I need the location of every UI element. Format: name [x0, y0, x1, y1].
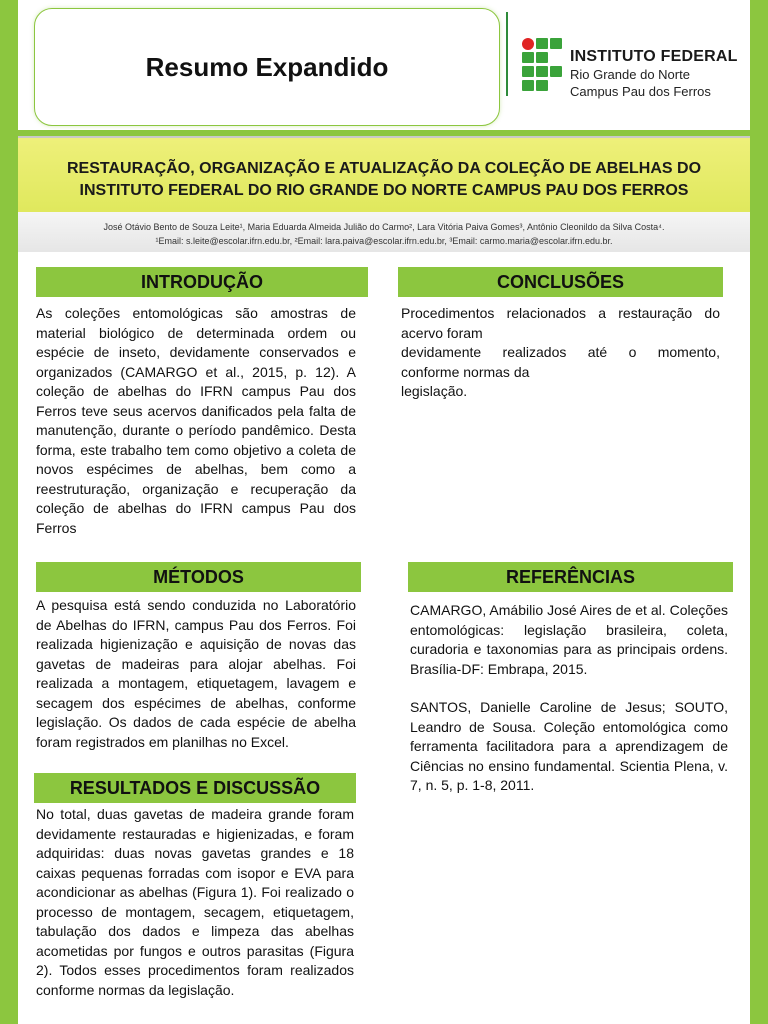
methods-heading-bar	[36, 562, 361, 592]
poster-type-title: Resumo Expandido	[145, 51, 389, 82]
reference-1: CAMARGO, Amábilio José Aires de et al. Coleções entomológicas: legislação brasileira, coleta, curadoria e taxonomias para as principais ordens. Brasília-DF: Embrapa, 2015.	[410, 602, 728, 677]
conclusions-heading: CONCLUSÕES	[496, 271, 624, 292]
paper-title-line-2: INSTITUTO FEDERAL DO RIO GRANDE DO NORTE CAMPUS PAU DOS FERROS	[79, 182, 689, 199]
author-list: José Otávio Bento de Souza Leite¹, Maria Eduarda Almeida Julião do Carmo², Lara Vitória Paiva Gomes³, Antônio Cleonildo da Silva Costa⁴.	[103, 222, 665, 232]
intro-text: As coleções entomológicas são amostras de material biológico de determinada ordem ou espécie de inseto, devidamente conservados e organizados (CAMARGO et al., 2015, p. 12). A coleção de abelhas do IFRN campus Pau dos Ferros teve seus acervos danificados pela falta de manutenção, durante o período pandêmico. Desta forma, este trabalho tem como objetivo a coleta de novos espécimes de abelhas, bem como a reestruturação, organização e recuperação da coleção de abelhas do IFRN campus Pau dos Ferros	[36, 305, 356, 536]
methods-heading: MÉTODOS	[153, 566, 244, 587]
conclusions-line-4: conforme normas da	[401, 363, 530, 380]
title-box	[34, 8, 500, 126]
poster-right-border	[750, 0, 768, 1024]
intro-heading-bar	[36, 267, 368, 297]
results-heading-bar	[34, 773, 356, 803]
if-logo-icon	[522, 38, 566, 92]
conclusions-line-1: Procedimentos relacionados a restauração do	[401, 305, 720, 321]
results-body	[36, 805, 354, 1000]
institution-name: INSTITUTO FEDERAL	[570, 48, 738, 65]
intro-heading: INTRODUÇÃO	[141, 271, 263, 292]
paper-title	[18, 158, 750, 202]
institution-state: Rio Grande do Norte	[570, 67, 690, 82]
references-heading: REFERÊNCIAS	[505, 566, 635, 587]
paper-title-line-1: RESTAURAÇÃO, ORGANIZAÇÃO E ATUALIZAÇÃO DA COLEÇÃO DE ABELHAS DO	[66, 160, 702, 177]
paper-title-band	[18, 136, 750, 214]
institution-campus: Campus Pau dos Ferros	[570, 84, 711, 99]
authors-band	[18, 212, 750, 252]
references-heading-bar	[408, 562, 733, 592]
methods-body	[36, 596, 356, 752]
logo-divider	[506, 12, 508, 96]
results-heading: RESULTADOS E DISCUSSÃO	[69, 777, 321, 798]
conclusions-line-3: devidamente realizados até o momento,	[401, 344, 720, 360]
poster-left-border	[0, 0, 18, 1024]
reference-spacer	[410, 679, 728, 698]
references-body	[410, 601, 728, 796]
reference-2: SANTOS, Danielle Caroline de Jesus; SOUTO, Leandro de Sousa. Coleção entomológica como ferramenta facilitadora para a aprendizagem de Ciências no ensino fundamental. Scientia Plena, v. 7, n. 5, p. 1-8, 2011.	[410, 699, 728, 793]
institution-text	[570, 48, 738, 100]
results-text: No total, duas gavetas de madeira grande foram devidamente restauradas e higienizadas, e foram adquiridas: duas novas gavetas grandes e 18 caixas pequenas forradas com isopor e EVA para acondicionar as abelhas (Figura 1). Foi realizado o processo de montagem, secagem, etiquetagem, tabulação dos dados e limpeza das abelhas acometidas por fungos e outros parasitas (Figura 2). Todos esses procedimentos foram realizados conforme normas da legislação.	[36, 806, 354, 998]
conclusions-line-5: legislação.	[401, 383, 468, 399]
conclusions-body	[401, 304, 720, 402]
author-emails: ¹Email: s.leite@escolar.ifrn.edu.br, ²Email: lara.paiva@escolar.ifrn.edu.br, ³Email: carmo.maria@escolar.ifrn.edu.br.	[155, 236, 613, 246]
methods-text: A pesquisa está sendo conduzida no Laboratório de Abelhas do IFRN, campus Pau dos Ferros. Foi realizada higienização e aquisição de novas das gavetas de madeiras para alojar abelhas. Foi realizada a montagem, etiquetagem, lavagem e secagem dos espécimes de abelhas, conforme legislação. Os dados de cada espécie de abelha foram registrados em planilhas no Excel.	[36, 597, 356, 750]
intro-body	[36, 304, 356, 538]
conclusions-heading-bar	[398, 267, 723, 297]
conclusions-line-2: acervo foram	[401, 324, 483, 341]
